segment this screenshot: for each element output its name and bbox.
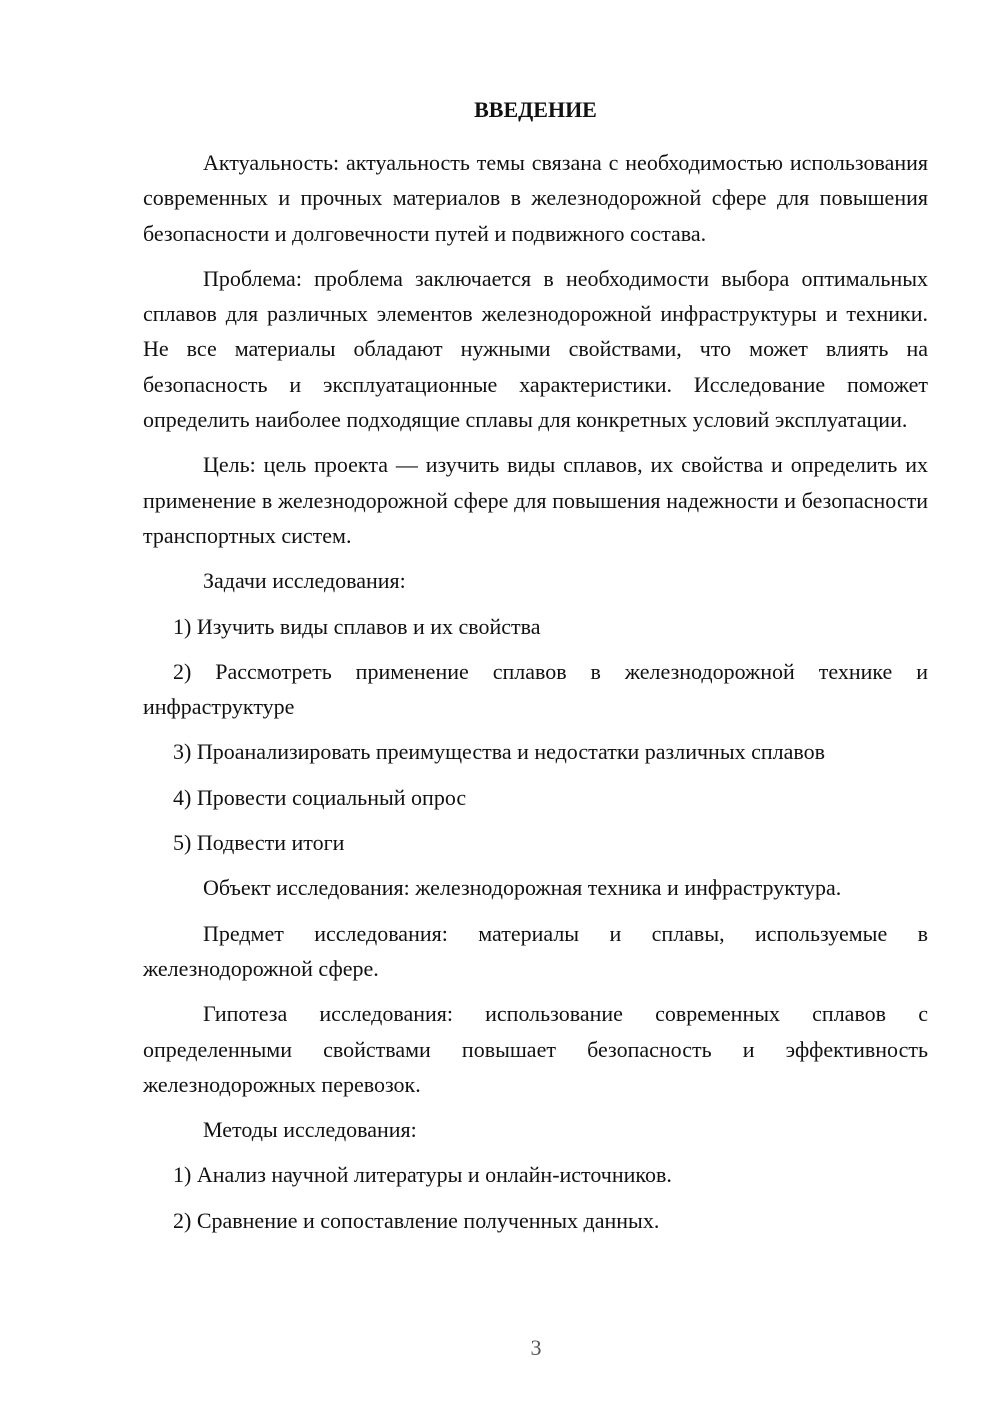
method-item-1: 1) Анализ научной литературы и онлайн-источников.	[173, 1162, 672, 1188]
goal-paragraph: Цель: цель проекта — изучить виды сплавов, их свойства и определить их применение в железнодорожной сфере для повышения надежности и безопасности транспортных систем.	[143, 452, 928, 548]
page-title: ВВЕДЕНИЕ	[474, 97, 597, 122]
document-page	[143, 96, 928, 1248]
task-item-5: 5) Подвести итоги	[173, 830, 345, 856]
task-item-2: 2) Рассмотреть применение сплавов в железнодорожной технике и инфраструктуре	[143, 658, 928, 720]
problem-paragraph: Проблема: проблема заключается в необходимости выбора оптимальных сплавов для различных элементов железнодорожной инфраструктуры и техники. Не все материалы обладают нужными свойствами, что может влиять на безопасность и эксплуатационные характеристики. Исследование поможет определить наиболее подходящие сплавы для конкретных условий эксплуатации.	[143, 265, 928, 433]
object-paragraph: Объект исследования: железнодорожная техника и инфраструктура.	[203, 875, 842, 901]
task-item-1: 1) Изучить виды сплавов и их свойства	[173, 613, 541, 639]
task-item-3: 3) Проанализировать преимущества и недостатки различных сплавов	[173, 739, 826, 765]
methods-heading: Методы исследования:	[203, 1117, 417, 1143]
hypothesis-paragraph: Гипотеза исследования: использование современных сплавов с определенными свойствами повышает безопасность и эффективность железнодорожных перевозок.	[143, 1001, 928, 1097]
page-number: 3	[530, 1335, 542, 1360]
task-item-4: 4) Провести социальный опрос	[173, 784, 467, 810]
relevance-paragraph: Актуальность: актуальность темы связана с необходимостью использования современных и прочных материалов в железнодорожной сфере для повышения безопасности и долговечности путей и подвижного состава.	[143, 150, 928, 246]
method-item-2: 2) Сравнение и сопоставление полученных данных.	[173, 1207, 660, 1233]
subject-paragraph: Предмет исследования: материалы и сплавы, используемые в железнодорожной сфере.	[143, 920, 928, 981]
tasks-heading: Задачи исследования:	[203, 568, 406, 594]
